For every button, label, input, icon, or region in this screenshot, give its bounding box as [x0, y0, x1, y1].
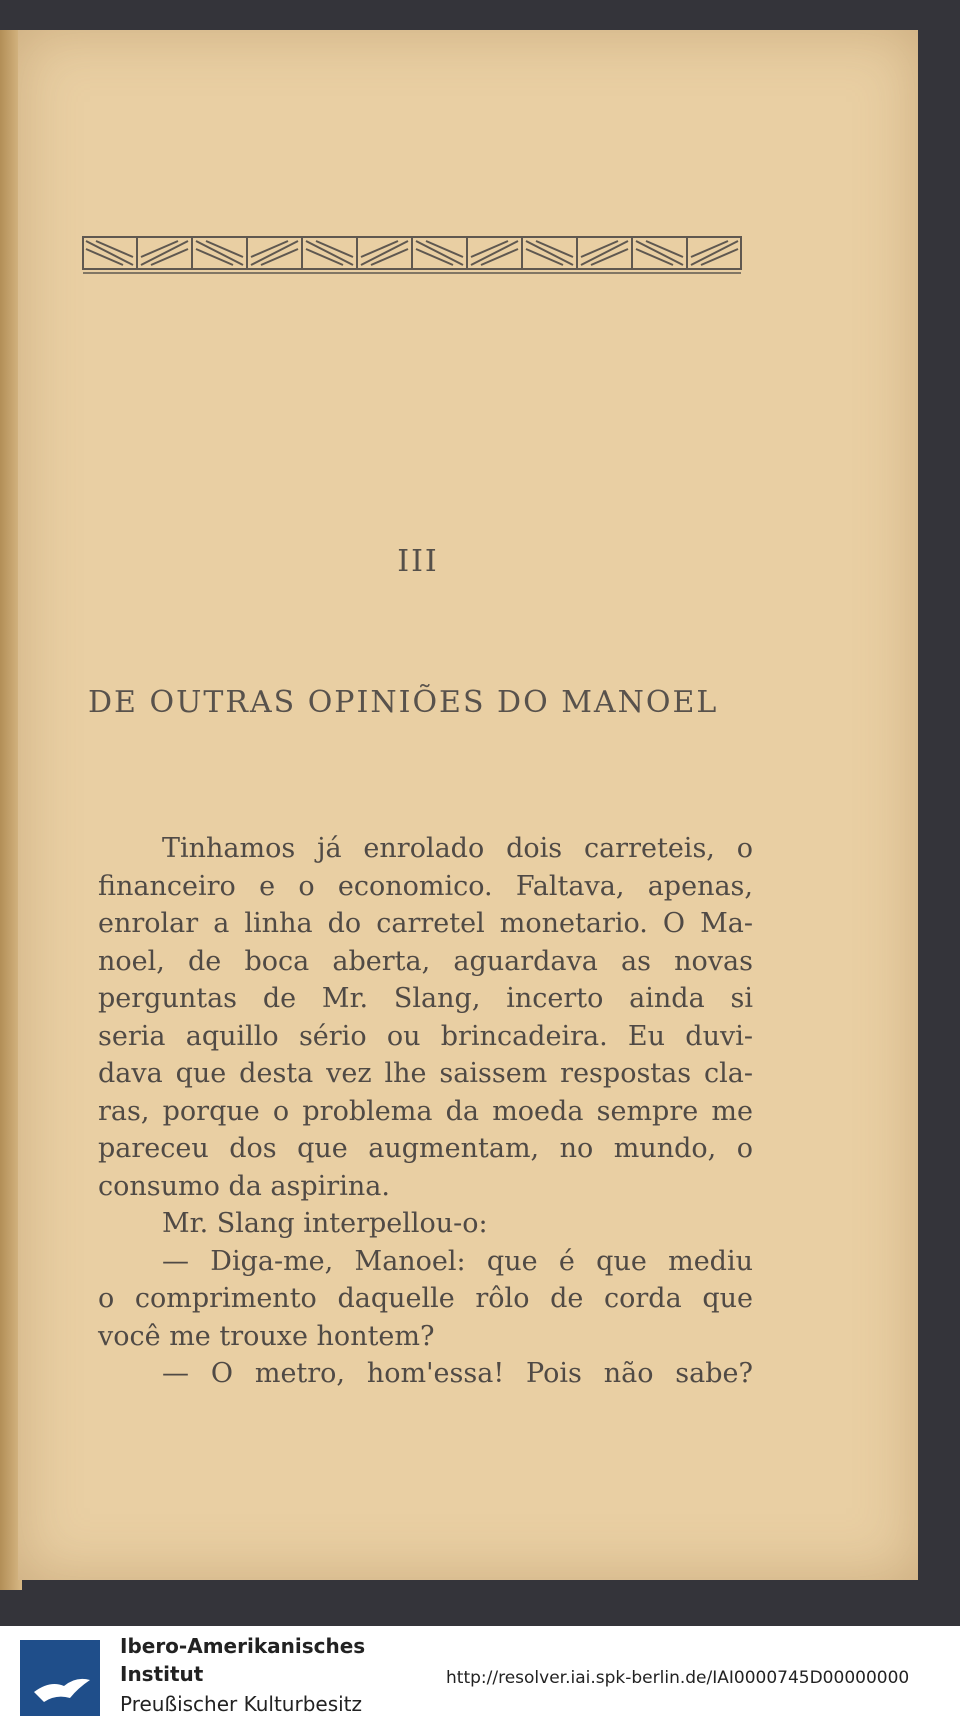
text-line: financeiro e o economico. Faltava, apenas, — [98, 870, 753, 902]
footer-bar — [0, 1626, 960, 1724]
chapter-title: DE OUTRAS OPINIÕES DO MANOEL — [88, 685, 719, 720]
text-line: o comprimento daquelle rôlo de corda que — [98, 1283, 753, 1314]
text-line: perguntas de Mr. Slang, incerto ainda si — [98, 983, 753, 1014]
institution-name-line2: Institut — [120, 1662, 204, 1686]
text-line: ras, porque o problema da moeda sempre me — [98, 1095, 753, 1127]
ornament-segment — [251, 241, 298, 265]
institution-name: Ibero-Amerikanisches — [120, 1634, 366, 1658]
ornament-segment — [636, 241, 683, 265]
text-line: — O metro, hom'essa! Pois não sabe? — [162, 1358, 753, 1389]
text-line: Tinhamos já enrolado dois carreteis, o — [162, 833, 753, 864]
text-line: seria aquillo sério ou brincadeira. Eu duvi- — [98, 1020, 753, 1052]
text-line: pareceu dos que augmentam, no mundo, o — [98, 1133, 753, 1164]
ornament-segment — [141, 241, 188, 265]
text-line: dava que desta vez lhe saissem respostas cla- — [98, 1058, 753, 1089]
ornament-segment — [361, 241, 408, 265]
ornament-segment — [471, 241, 518, 265]
chapter-number: III — [397, 544, 439, 579]
ornament-segment — [306, 241, 353, 265]
body-text — [98, 830, 753, 1393]
resolver-url[interactable]: http://resolver.iai.spk-berlin.de/IAI0000745D00000000 — [446, 1668, 910, 1688]
text-line: enrolar a linha do carretel monetario. O Ma- — [98, 908, 753, 939]
ornament-segment — [416, 241, 463, 265]
ornament-segment — [86, 241, 133, 265]
text-line: consumo da aspirina. — [98, 1170, 390, 1202]
text-line: noel, de boca aberta, aguardava as novas — [98, 945, 753, 977]
text-line: Mr. Slang interpellou-o: — [162, 1208, 488, 1239]
text-line: — Diga-me, Manoel: que é que mediu — [162, 1245, 753, 1277]
institution-subtitle: Preußischer Kulturbesitz — [120, 1692, 363, 1716]
ornament-segment — [196, 241, 243, 265]
book-page — [18, 30, 918, 1580]
ornament-segment — [581, 241, 628, 265]
ornament-segment — [691, 241, 738, 265]
institution-logo-icon — [20, 1640, 100, 1716]
text-line: você me trouxe hontem? — [98, 1320, 435, 1352]
decorative-border-ornament — [82, 235, 742, 275]
ornament-segment — [526, 241, 573, 265]
